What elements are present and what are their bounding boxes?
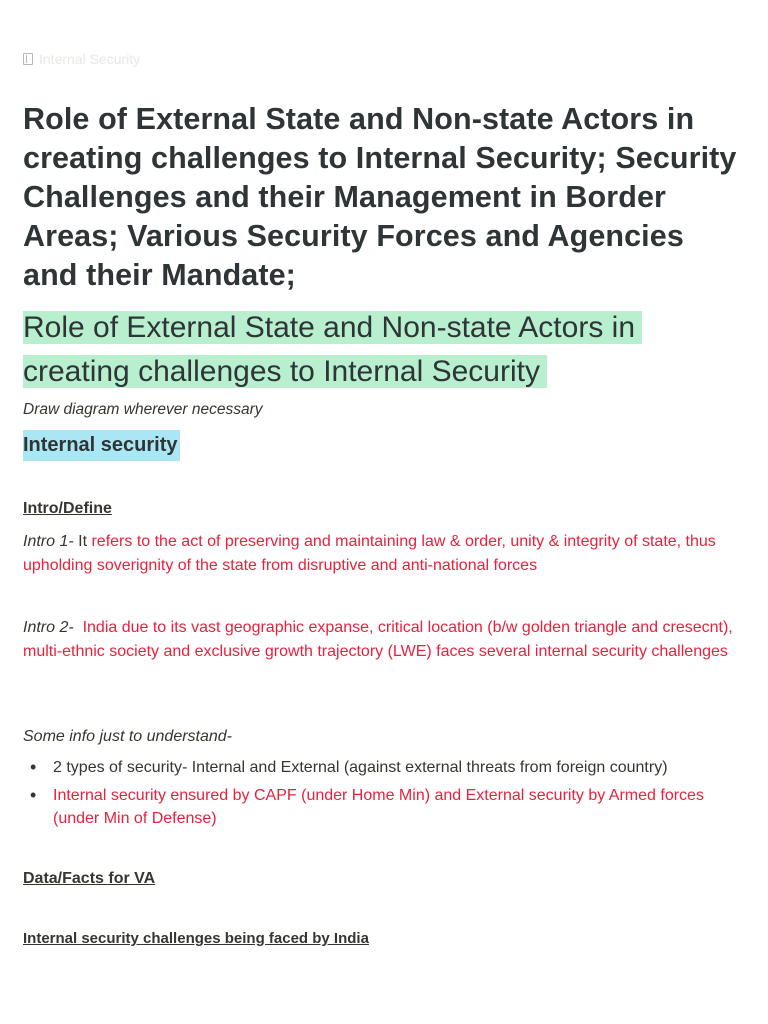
intro-1-lead: It [73,533,92,550]
intro-heading: Intro/Define [23,500,112,517]
subheading-internal-security: Internal security [23,430,180,461]
intro-2-label: Intro 2- [23,619,74,636]
bullet-text: 2 types of security- Internal and External (against external threats from foreign country) [53,759,668,776]
intro-1-label: Intro 1- [23,533,74,550]
challenges-heading: Internal security challenges being faced by India [23,930,369,947]
page-icon [23,53,33,65]
section-heading-text: Role of External State and Non-state Actors in creating challenges to Internal Security [23,311,642,388]
page-title: Role of External State and Non-state Actors in creating challenges to Internal Security; Security Challenges and their Management in Border Areas; Various Security Forces and Agencies and their Mandate; [23,102,737,292]
intro-2-text: India due to its vast geographic expanse, critical location (b/w golden triangle and cresecnt), multi-ethnic society and exclusive growth trajectory (LWE) faces several internal security challenges [23,619,733,660]
data-facts-heading: Data/Facts for VA [23,870,156,887]
intro-2-paragraph [23,616,743,663]
bullet-text: Internal security ensured by CAPF (under Home Min) and External security by Armed forces (under Min of Defense) [53,787,704,827]
section-heading [23,306,743,394]
list-item [23,784,743,830]
list-item [23,756,743,779]
info-label: Some info just to understand- [23,728,233,745]
instruction-note: Draw diagram wherever necessary [23,401,263,418]
intro-1-paragraph [23,530,743,577]
intro-1-text: refers to the act of preserving and maintaining law & order, unity & integrity of state, thus upholding soverignity of the state from disruptive and anti-national forces [23,533,716,574]
breadcrumb-label[interactable]: Internal Security [39,51,141,67]
info-bullet-list [23,756,743,835]
breadcrumb[interactable] [23,51,140,67]
